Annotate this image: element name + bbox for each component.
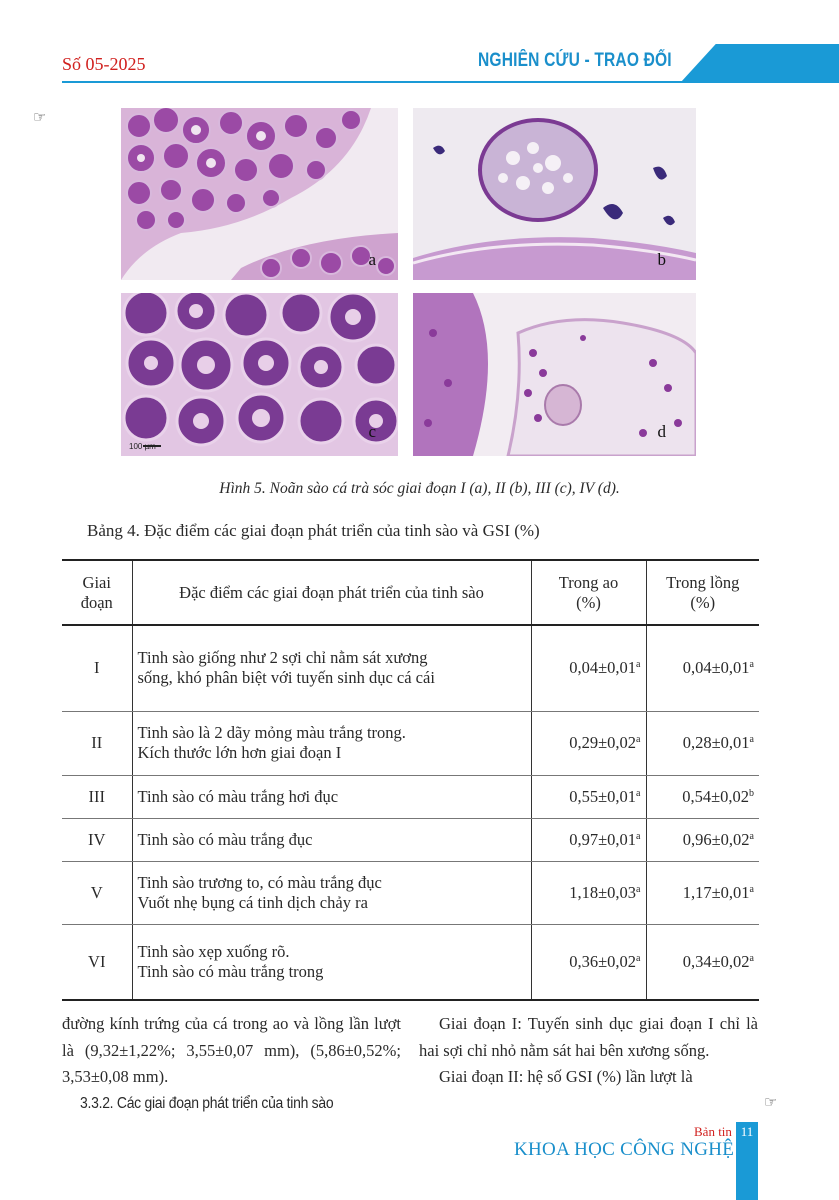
body-column-left (62, 1011, 401, 1117)
cell-stage: II (62, 711, 132, 775)
paragraph: đường kính trứng của cá trong ao và lồng lần lượt là (9,32±1,22%; 3,55±0,07 mm), (5,86±0,52%; 3,53±0,08 mm). (62, 1014, 401, 1086)
section-title: NGHIÊN CỨU - TRAO ĐỔI (478, 50, 672, 71)
paragraph: Giai đoạn II: hệ số GSI (%) lần lượt là (439, 1067, 693, 1086)
figure-panel-d (413, 293, 696, 456)
micrograph-d (413, 293, 696, 456)
cell-description: Tinh sào là 2 dãy mỏng màu trắng trong. Kích thước lớn hơn giai đoạn I (132, 711, 531, 775)
cell-stage: V (62, 861, 132, 924)
table-row (62, 775, 759, 818)
table-row (62, 711, 759, 775)
cell-pond: 0,36±0,02$^a$ (531, 924, 646, 1000)
micrograph-c (121, 293, 398, 456)
figure-panel-b (413, 108, 696, 280)
issue-number: Số 05-2025 (62, 54, 146, 74)
footer-bulletin-label: Bản tin (694, 1124, 732, 1139)
table-row (62, 924, 759, 1000)
table-row (62, 818, 759, 861)
cell-cage: 0,04±0,01$^a$ (646, 625, 759, 711)
pointing-hand-icon: ☞ (33, 108, 47, 126)
panel-letter-a: a (368, 250, 376, 269)
cell-pond: 0,29±0,02$^a$ (531, 711, 646, 775)
header-pond: Trong ao (%) (531, 560, 646, 625)
table-header-row (62, 560, 759, 625)
cell-cage: 1,17±0,01$^a$ (646, 861, 759, 924)
cell-description: Tinh sào có màu trắng hơi đục (132, 775, 531, 818)
table-row (62, 625, 759, 711)
header-cage: Trong lồng (%) (646, 560, 759, 625)
header-rule (62, 81, 839, 83)
cell-pond: 0,97±0,01$^a$ (531, 818, 646, 861)
micrograph-b (413, 108, 696, 280)
subsection-heading: 3.3.2. Các giai đoạn phát triển của tinh sào (80, 1094, 334, 1112)
cell-cage: 0,28±0,01$^a$ (646, 711, 759, 775)
figure-panel-c (121, 293, 398, 456)
page-number: 11 (740, 1124, 754, 1139)
panel-letter-d: d (657, 422, 666, 441)
header-description: Đặc điểm các giai đoạn phát triển của tinh sào (132, 560, 531, 625)
data-table (62, 559, 759, 1001)
panel-letter-c: c (368, 422, 376, 441)
cell-stage: IV (62, 818, 132, 861)
cell-cage: 0,54±0,02$^b$ (646, 775, 759, 818)
cell-description: Tinh sào trương to, có màu trắng đục Vuốt nhẹ bụng cá tinh dịch chảy ra (132, 861, 531, 924)
micrograph-a (121, 108, 398, 280)
cell-cage: 0,96±0,02$^a$ (646, 818, 759, 861)
cell-cage: 0,34±0,02$^a$ (646, 924, 759, 1000)
cell-description: Tinh sào xẹp xuống rõ. Tinh sào có màu trắng trong (132, 924, 531, 1000)
table-row (62, 861, 759, 924)
cell-description: Tinh sào giống như 2 sợi chỉ nằm sát xương sống, khó phân biệt với tuyến sinh dục cá cái (132, 625, 531, 711)
figure-caption: Hình 5. Noãn sào cá trà sóc giai đoạn I (a), II (b), III (c), IV (d). (219, 480, 620, 497)
cell-stage: III (62, 775, 132, 818)
scale-label: 100 µm (129, 442, 156, 451)
cell-stage: I (62, 625, 132, 711)
pointing-hand-icon: ☞ (764, 1093, 778, 1111)
cell-stage: VI (62, 924, 132, 1000)
table-title: Bảng 4. Đặc điểm các giai đoạn phát triển của tinh sào và GSI (%) (87, 521, 540, 540)
cell-pond: 1,18±0,03$^a$ (531, 861, 646, 924)
footer-publication-title: KHOA HỌC CÔNG NGHỆ (514, 1139, 735, 1160)
figure-panel-a (121, 108, 398, 280)
header-stage: Giai đoạn (62, 560, 132, 625)
cell-pond: 0,55±0,01$^a$ (531, 775, 646, 818)
panel-letter-b: b (657, 250, 666, 269)
cell-description: Tinh sào có màu trắng đục (132, 818, 531, 861)
cell-pond: 0,04±0,01$^a$ (531, 625, 646, 711)
body-column-right (419, 1011, 758, 1091)
section-band-accent (681, 44, 839, 82)
paragraph: Giai đoạn I: Tuyến sinh dục giai đoạn I chỉ là hai sợi chỉ nhỏ nằm sát hai bên xương sống. (419, 1014, 758, 1060)
